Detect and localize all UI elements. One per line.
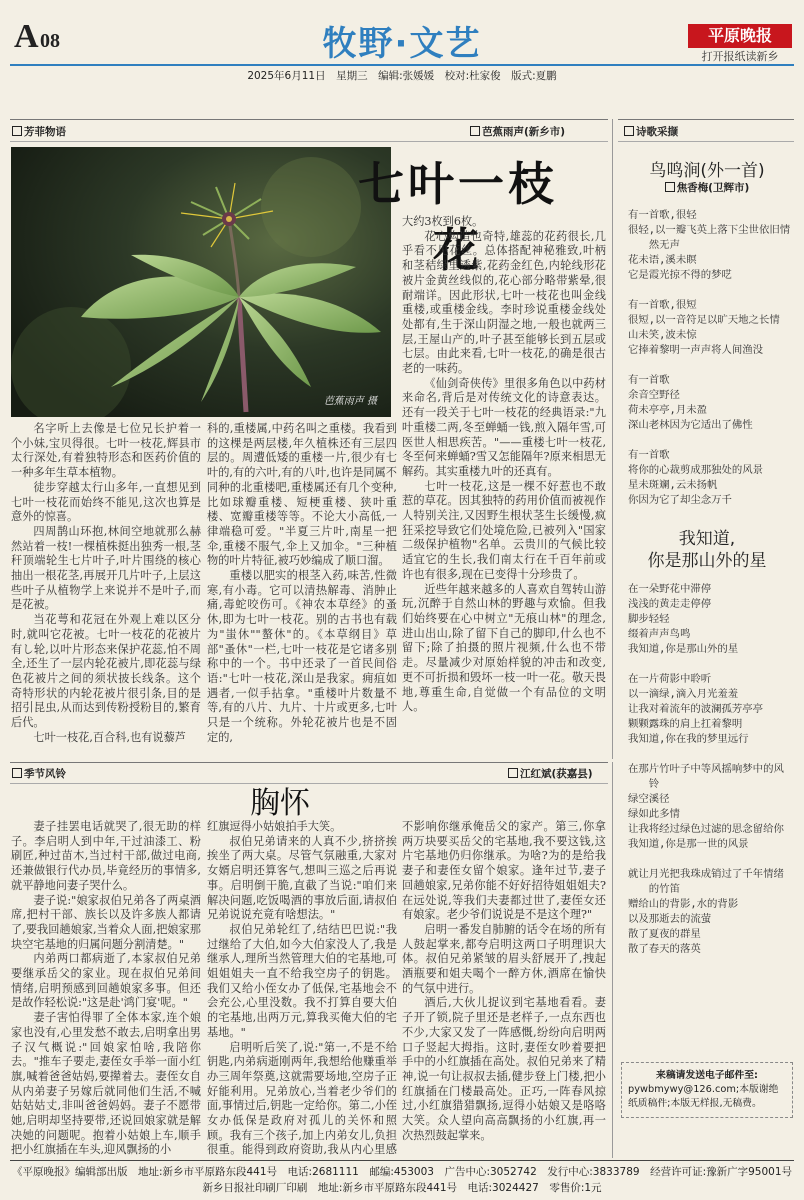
header-rule bbox=[10, 64, 794, 66]
essay-title: 胸怀 bbox=[250, 786, 310, 821]
poem-line: 有一首歌,很轻 bbox=[628, 209, 697, 221]
footer-rule bbox=[10, 1160, 794, 1161]
stanza-gap bbox=[628, 358, 792, 373]
poem2-title-line2: 你是那山外的星 bbox=[647, 551, 767, 571]
essay-byline: 江红斌(获嘉县) bbox=[508, 766, 593, 781]
poem2-body bbox=[628, 582, 792, 957]
essay-column-tag: 季节风铃 bbox=[12, 766, 66, 781]
stanza-gap bbox=[628, 283, 792, 298]
stanza-gap bbox=[628, 852, 792, 867]
flower-photo bbox=[11, 147, 391, 417]
poem-line: 很短,以一音符足以旷天地之长情 bbox=[628, 314, 780, 326]
essay-column-3 bbox=[402, 820, 606, 1158]
poem-line: 有一首歌 bbox=[628, 374, 670, 386]
tag-box-icon bbox=[12, 768, 22, 778]
poem1-title: 鸟鸣涧(外一首) bbox=[649, 161, 765, 181]
paragraph: 徒步穿越太行山多年,一直想见到七叶一枝花而始终不能见,这次也算是意外的惊喜。 bbox=[11, 480, 201, 524]
paragraph: 名字听上去像是七位兄长护着一个小妹,宝贝得很。七叶一枝花,辉县市太行深处,有着独特形态和医药价值的一种多年生草本植物。 bbox=[11, 422, 201, 480]
paragraph: 花心构造也奇特,雄蕊的花药很长,几乎看不见花丝。总体搭配神秘雅致,叶柄和茎秸绿里透紫,花药金红色,内轮线形花被片金黄丝线似的,花心部分略带紫晕,很耐端详。因此形状,七叶一枝花也叫金线重楼,或重楼金线。李时珍说重楼金线处处都有,生于深山阴湿之地,一般也就两三层,王屋山产的,叶子甚至能够长到五层或七层。由此来看,七叶一枝花,的确是很古老的一味药。 bbox=[402, 229, 606, 376]
paragraph: 启明一番发自肺腑的话令在场的所有人鼓起掌来,都夸启明这两口子明理识大体。叔伯兄弟紧皱的眉头舒展开了,拽起酒瓶要和姐夫喝个一醉方休,酒席在愉快的气氛中进行。 bbox=[402, 922, 606, 995]
feature-sub-rule bbox=[10, 141, 608, 142]
essay-column-1 bbox=[11, 820, 201, 1158]
paragraph: 妻子说:"娘家叔伯兄弟各了两桌酒席,把村干部、族长以及许多族人都请了,要我回趟娘家,当着众人面,把娘家那块空宅基地的归属问题分割清楚。" bbox=[11, 893, 201, 951]
poem-line: 在那片竹叶子中等风摇响梦中的风铃 bbox=[628, 763, 784, 790]
paragraph: 《仙剑奇侠传》里很多角色以中药材来命名,背后是对传统文化的诗意表达。还有一段关于七叶一枝花的经典语录:"九叶重楼二两,冬至蝉蛹一钱,煎入隔年雪,可医世人相思疾苦。"——重楼七叶一枝花,冬至何来蝉蛹?雪又怎能隔年?原来相思无解药。其实重楼九叶的还真有。 bbox=[402, 376, 606, 478]
paragraph: 重楼以肥实的根茎入药,味苦,性微寒,有小毒。它可以清热解毒、消肿止痛,毒蛇咬伤可。《神农本草经》的蚤休,即为七叶一枝花。别的古书也有载为"蚩休""螯休"的。《本草纲目》草部"蚤休"一栏,七叶一枝花是它诸多别称中的一个。书中还录了一首民间俗语:"七叶一枝花,深山是我家。痈疽如遇者,一似手拈拿。"重楼叶片数量不等,有的八片、九片、十片或更多,七叶只是一个统称。外轮花被片也是不固定的, bbox=[207, 569, 397, 744]
tag-box-icon bbox=[624, 126, 634, 136]
poem-line: 你因为它了却尘念万千 bbox=[628, 494, 732, 506]
paragraph: 叔伯兄弟请来的人真不少,挤挤挨挨坐了两大桌。尽管气氛融重,大家对女婿启明还算客气,想叫三巡之后再说事。启明倒干脆,直截了当说:"咱们来解决问题,吃饭喝酒的事放后面,请叔伯兄弟说说充竟有啥想法。" bbox=[207, 834, 397, 922]
essay-column-2 bbox=[207, 820, 397, 1158]
poem-line: 有一首歌 bbox=[628, 449, 670, 461]
poem-line: 我知道,你在我的梦里远行 bbox=[628, 733, 749, 745]
paragraph: 近些年越来越多的人喜欢自驾转山游玩,沉醉于自然山林的野趣与欢愉。但我们始终要在心中树立"无痕山林"的理念,进山出山,除了留下自己的脚印,什么也不留下;除了拍摄的照片视频,什么也不带走。尽量减少对原始样貌的冲击和改变,更不可折损和毁坏一枝一叶一花。敬天畏地,尊重生命,自觉做一个有品位的文明人。 bbox=[402, 582, 606, 714]
submission-notice bbox=[621, 1062, 793, 1118]
feature-column-2 bbox=[207, 422, 397, 758]
poem-line: 让我对着流年的波澜孤芳亭亭 bbox=[628, 703, 764, 715]
photo-credit: 芭蕉雨声 摄 bbox=[323, 396, 377, 407]
dateline: 2025年6月11日 星期三 编辑:张媛媛 校对:杜家俊 版式:夏鹏 bbox=[247, 70, 557, 82]
paragraph: 红旗逗得小姑娘拍手大笑。 bbox=[207, 820, 342, 833]
poem-line: 很轻,以一瓣飞英上落下尘世依旧情然无声 bbox=[628, 224, 791, 251]
brand-slogan: 打开报纸读新乡 bbox=[701, 50, 779, 63]
paragraph: 启明听后笑了,说:"第一,不是不给钥匙,内弟病逝刚两年,我想给他赚重举办三周年祭奠,这就需要场地,空房子正好能利用。兄弟放心,当着老少爷们的面,事情过后,钥匙一定给你。第二,小侄女办低保是政府对孤儿的关怀和照顾。我有三个孩子,加上内弟女儿,负担很重。能得到政府资助,我从内心里感 bbox=[207, 1040, 397, 1157]
feature-byline: 芭蕉雨声(新乡市) bbox=[470, 124, 565, 139]
feature-title: 七叶一枝花 bbox=[358, 157, 558, 277]
poem-line: 绿如此多情 bbox=[628, 808, 680, 820]
poem-line: 它是霞光掠不得的梦呓 bbox=[628, 269, 732, 281]
stanza-gap bbox=[628, 747, 792, 762]
poem-line: 赠给山的背影,水的背影 bbox=[628, 898, 739, 910]
poem-column-tag: 诗歌采撷 bbox=[624, 124, 678, 139]
poem-line: 散了夏夜的群星 bbox=[628, 928, 701, 940]
poem-line: 绿空溪径 bbox=[628, 793, 670, 805]
poem-line: 星未斑斓,云未扬帆 bbox=[628, 479, 718, 491]
poem-line: 脚步轻轻 bbox=[628, 613, 670, 625]
paris-flower-illustration bbox=[11, 147, 391, 417]
tag-box-icon bbox=[12, 126, 22, 136]
feature-column-1 bbox=[11, 422, 201, 758]
feature-column-tag: 芳菲物语 bbox=[12, 124, 66, 139]
section-masthead: 牧野·文艺 bbox=[322, 24, 482, 64]
paragraph: 七叶一枝花,百合科,也有说藜芦 bbox=[33, 730, 186, 744]
poem-line: 荷未亭亭,月未盈 bbox=[628, 404, 707, 416]
poem-line: 余音空野径 bbox=[628, 389, 680, 401]
brand-logo: 平原晚报 bbox=[688, 24, 792, 48]
poem-line: 浅浅的黄走走停停 bbox=[628, 598, 712, 610]
footer-line-2: 新乡日报社印刷厂印刷 地址:新乡市平原路东段441号 电话:3024427 零售价:1元 bbox=[202, 1182, 602, 1194]
paragraph: 叔伯兄弟轮红了,结结巴巴说:"我过继给了大伯,如今大伯家没人了,我是继承人,理所当然管理大伯的宅基地,可姐姐姐夫一直不给我空房子的钥匙。我们又给小侄女办了低保,宅基地会不会充公,心里没数。我不打算自要大伯的宅基地,出两万元,算我买俺大伯的宅基地。" bbox=[207, 922, 397, 1039]
poem-line: 在一片荷影中聆听 bbox=[628, 673, 712, 685]
submission-text: pywbmywy@126.com;本版谢绝纸质稿件;本版无样报,无稿费。 bbox=[628, 1084, 779, 1109]
page-letter: A bbox=[14, 18, 38, 55]
column-divider bbox=[612, 762, 613, 1158]
stanza-gap bbox=[628, 433, 792, 448]
paragraph: 酒后,大伙儿捉议到宅基地看看。妻子开了锁,院子里还是老样子,一点东西也不少,大家又发了一阵感慨,纷纷向启明两口子竖起大拇指。这时,妻侄女吵着要把手中的小红旗插在高处。叔伯兄弟来了精神,说一句让叔叔去插,健步登上门楼,把小红旗插在门楼最高处。正巧,一阵春风掠过,小红旗猎猎飘扬,逗得小姑娘又是咯咯大笑。众人望向高高飘扬的小红旗,再一次热烈鼓起掌来。 bbox=[402, 996, 606, 1142]
paragraph: 大约3枚到6枚。 bbox=[402, 215, 484, 228]
poem-sub-rule bbox=[618, 141, 794, 142]
poem-line: 散了春天的落英 bbox=[628, 943, 701, 955]
poem2-title-line1: 我知道, bbox=[678, 529, 736, 549]
poem-line: 花未语,溪未瞑 bbox=[628, 254, 697, 266]
page-number: 08 bbox=[40, 30, 60, 52]
paragraph: 当花萼和花冠在外观上难以区分时,就叫它花被。七叶一枝花的花被片有し轮,以叶片形态来保护花蕊,怕不周全,还生了一层内轮花被片,即花蕊与绿色花被片之间的须状披长线条。这个奇特形状的内轮花被片很引条,目的是招引昆虫,从而达到传粉授粉目的,繁育后代。 bbox=[11, 613, 201, 730]
footer-line-1: 《平原晚报》编辑部出版 地址:新乡市平原路东段441号 电话:2681111 邮编:453003 广告中心:3052742 发行中心:3833789 经营许可证:豫新广字95001号 bbox=[11, 1166, 793, 1178]
poem-line: 将你的心裁剪成那独处的风景 bbox=[628, 464, 764, 476]
poem-line: 我知道,你是那山外的星 bbox=[628, 643, 739, 655]
paragraph: 妻子挂罢电话就哭了,很无助的样子。李启明人到中年,干过油漆工、粉刷匠,种过苗木,当过村干部,做过电商,还兼做银行代办员,毕竟经历的事情多,就平静地问妻子哭什么。 bbox=[11, 820, 201, 892]
tag-box-icon bbox=[665, 182, 675, 192]
poem-line: 在一朵野花中滞停 bbox=[628, 583, 712, 595]
tag-box-icon bbox=[508, 768, 518, 778]
poem1-author: 焦香梅(卫辉市) bbox=[621, 180, 793, 195]
feature-column-3 bbox=[402, 215, 606, 758]
tag-box-icon bbox=[470, 126, 480, 136]
poem-line: 颗颗露珠的肩上扛着黎明 bbox=[628, 718, 743, 730]
poem-line: 让我将经过绿色过滤的思念留给你 bbox=[628, 823, 784, 835]
poem-line: 深山老林因为它适出了佛性 bbox=[628, 419, 753, 431]
paragraph: 不影响你继承俺岳父的家产。第三,你拿两万块要买岳父的宅基地,我不要这钱,这片宅基地仍归你继承。为啥?为的是给我妻子和妻侄女留个娘家。逢年过节,妻子回趟娘家,兄弟你能不好好招待姐姐姐夫?在远处说,等我们夫妻都过世了,妻侄女还有娘家。老少爷们说说是不是这个理?" bbox=[402, 820, 606, 922]
paragraph: 科的,重楼属,中药名叫之重楼。我看到的这棵是两层楼,年久植株还有三层四层的。周遭低矮的重楼一片,很少有七叶的,有的六叶,有的八叶,也许是同属不同种的北重楼吧,重楼属还有几个变种,比如球瓣重楼、短梗重楼、狭叶重楼、宽瓣重楼等等。不论大小高低,一律端稳可爱。"半夏三片叶,南星一把伞,重楼不服气,伞上又加伞。"三种植物的叶片特征,被巧妙编成了顺口溜。 bbox=[207, 422, 397, 568]
poem-line: 以及那逝去的流萤 bbox=[628, 913, 712, 925]
paragraph: 妻子害怕得罪了全体本家,连个娘家也没有,心里发愁不敢去,启明拿出男子汉气概说:"回娘家怕啥,我陪你去。"推车子要走,妻侄女手举一面小红旗,喊着爸爸姑妈,要撵着去。妻侄女自从内弟妻子另嫁后就同他们生活,不喊姑姑姑丈,非叫爸爸妈妈。妻子不愿带她,启明却坚持要带,还说回娘家就是解决她的问题呢。抱着小姑娘上车,顺手把小红旗插在车头,迎风飘扬的小 bbox=[11, 1011, 201, 1157]
essay-top-rule bbox=[10, 762, 608, 763]
paragraph: 四周鹊山环抱,林间空地就那么赫然站着一枝!一棵植株挺出独秀一根,茎秆顶端轮生七片叶子,叶片围绕的核心抽出一根花茎,再展开几片叶子,上层这些叶子从植物学上来说并不是叶子,而是花被。 bbox=[11, 524, 201, 612]
poem-top-rule bbox=[618, 119, 794, 120]
poem-line: 有一首歌,很短 bbox=[628, 299, 697, 311]
feature-top-rule bbox=[10, 119, 608, 120]
poem1-body bbox=[628, 208, 792, 508]
poem-line: 缀着声声鸟鸣 bbox=[628, 628, 691, 640]
poem-line: 山未笑,波未惊 bbox=[628, 329, 697, 341]
stanza-gap bbox=[628, 657, 792, 672]
submission-heading: 来稿请发送电子邮件至: bbox=[656, 1070, 758, 1081]
poem-line: 就让月光把我珠成销过了千年情绪的竹笛 bbox=[628, 868, 784, 895]
paragraph: 七叶一枝花,这是一棵不好惹也不敢惹的草花。因其独特的药用价值而被视作人特别关注,又因野生根状茎生长缓慢,疯狂采挖导致它们处境危险,已被列入"国家二级保护植物"名单。云贵川的气候比较适宜它的生长,我们南太行在千百年前或许也有很多,现在已变得十分珍贵了。 bbox=[402, 479, 606, 581]
paragraph: 内弟两口都病逝了,本家叔伯兄弟要继承岳父的家业。现在叔伯兄弟间情绪,启明预感到回趟娘家多事。但还是故作轻松说:"这是赴'鸿门宴'呢。" bbox=[11, 952, 201, 1010]
poem-line: 它捧着黎明一声声将人间渔没 bbox=[628, 344, 764, 356]
poem-line: 以一滴绿,滴入月光羞羞 bbox=[628, 688, 739, 700]
poem-line: 我知道,你是那一世的风景 bbox=[628, 838, 749, 850]
column-divider bbox=[612, 119, 613, 759]
